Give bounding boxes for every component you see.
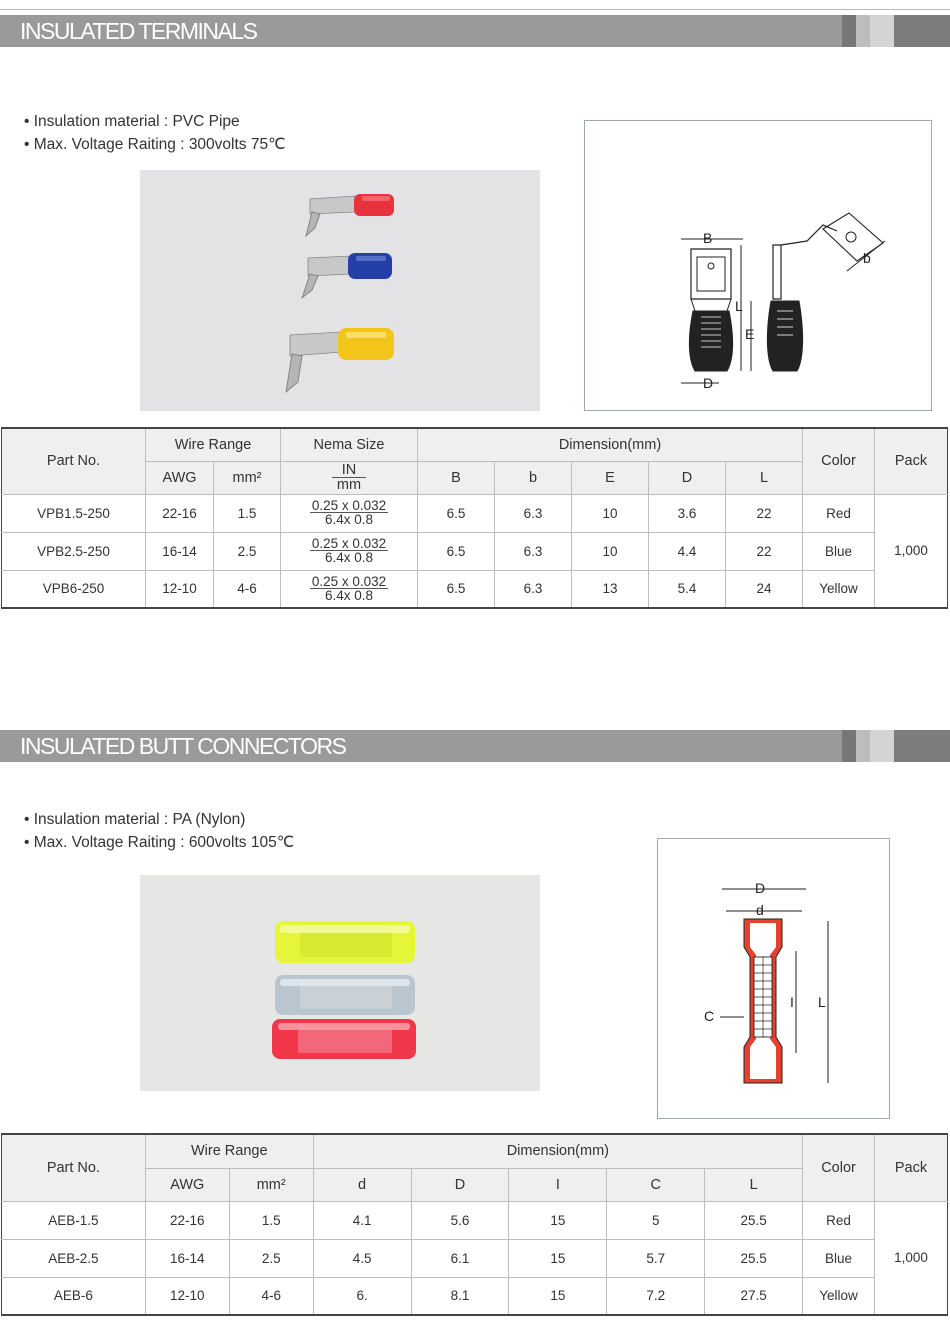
section-header-terminals — [0, 15, 950, 47]
col-awg: AWG — [146, 461, 214, 494]
col-pack: Pack — [875, 428, 948, 494]
red-terminal-image — [306, 194, 394, 236]
dim-label-B: B — [703, 230, 713, 246]
butt-connectors-spec-table — [1, 1133, 948, 1316]
table-cell: VPB1.5-250 — [2, 494, 146, 532]
table-cell: 13 — [572, 570, 649, 608]
table-cell: 22 — [726, 494, 803, 532]
col-dim-D: D — [649, 461, 726, 494]
dim-label-E: E — [745, 326, 755, 342]
butt-connector-drawing — [657, 838, 890, 1119]
table-cell: AEB-1.5 — [2, 1201, 146, 1239]
col-dim-d: d — [313, 1168, 411, 1201]
table-cell: 4.4 — [649, 532, 726, 570]
col-nema-size: Nema Size — [281, 428, 418, 461]
table-cell: $\frac{0.25 x 0.032}{6.4x 0.8}$ — [281, 570, 418, 608]
table-cell: 16-14 — [145, 1239, 229, 1277]
table-cell: 16-14 — [146, 532, 214, 570]
table-cell: 22 — [726, 532, 803, 570]
col-dim-D: D — [411, 1168, 509, 1201]
terminal-drawing — [584, 120, 932, 411]
table-cell: AEB-6 — [2, 1277, 146, 1315]
table-cell: 12-10 — [145, 1277, 229, 1315]
col-wire-range: Wire Range — [145, 1134, 313, 1168]
col-dimension: Dimension(mm) — [418, 428, 803, 461]
table-cell: 25.5 — [705, 1239, 803, 1277]
table-cell: 25.5 — [705, 1201, 803, 1239]
insulation-material: • Insulation material : PA (Nylon) — [24, 811, 246, 828]
table-cell: 5.7 — [607, 1239, 705, 1277]
table-cell: Blue — [803, 1239, 875, 1277]
col-dim-C: C — [607, 1168, 705, 1201]
table-cell: 12-10 — [146, 570, 214, 608]
col-nema-units: $\frac{IN}{mm}$ — [281, 461, 418, 494]
section-title: INSULATED TERMINALS — [20, 18, 257, 44]
table-cell: 22-16 — [146, 494, 214, 532]
pack-value: 1,000 — [875, 494, 948, 608]
table-cell: 6. — [313, 1277, 411, 1315]
table-cell: 15 — [509, 1239, 607, 1277]
blue-terminal-image — [302, 253, 392, 298]
terminals-spec-table — [1, 427, 948, 609]
col-mm2: mm² — [214, 461, 281, 494]
table-cell: Red — [803, 494, 875, 532]
table-row — [2, 1239, 948, 1277]
spec-bullets — [24, 110, 286, 156]
col-wire-range: Wire Range — [146, 428, 281, 461]
table-cell: 5 — [607, 1201, 705, 1239]
table-cell: 24 — [726, 570, 803, 608]
table-cell: VPB2.5-250 — [2, 532, 146, 570]
table-row — [2, 1277, 948, 1315]
table-cell: 27.5 — [705, 1277, 803, 1315]
max-voltage: • Max. Voltage Raiting : 300volts 75℃ — [24, 136, 286, 153]
dim-label-L: L — [735, 298, 743, 314]
spec-bullets — [24, 808, 294, 854]
table-cell: 4.1 — [313, 1201, 411, 1239]
table-row — [2, 1201, 948, 1239]
table-cell: $\frac{0.25 x 0.032}{6.4x 0.8}$ — [281, 494, 418, 532]
table-cell: $\frac{0.25 x 0.032}{6.4x 0.8}$ — [281, 532, 418, 570]
table-cell: 10 — [572, 532, 649, 570]
table-cell: 15 — [509, 1277, 607, 1315]
pack-value: 1,000 — [874, 1201, 947, 1315]
table-cell: 2.5 — [229, 1239, 313, 1277]
max-voltage: • Max. Voltage Raiting : 600volts 105℃ — [24, 834, 295, 851]
dim-label-L: L — [818, 994, 826, 1010]
section-title: INSULATED BUTT CONNECTORS — [20, 733, 346, 759]
table-cell: 4-6 — [214, 570, 281, 608]
table-row — [2, 570, 948, 608]
dim-label-I: I — [790, 994, 794, 1010]
dim-label-d: d — [756, 902, 764, 918]
table-cell: VPB6-250 — [2, 570, 146, 608]
table-cell: 6.1 — [411, 1239, 509, 1277]
dim-label-C: C — [704, 1008, 715, 1024]
blue-connector-image — [275, 975, 415, 1015]
table-cell: 5.6 — [411, 1201, 509, 1239]
table-cell: 10 — [572, 494, 649, 532]
col-color: Color — [803, 1134, 875, 1201]
section-header-butt-connectors — [0, 730, 950, 762]
table-cell: 1.5 — [214, 494, 281, 532]
table-cell: Yellow — [803, 570, 875, 608]
table-cell: 1.5 — [229, 1201, 313, 1239]
col-dim-L: L — [726, 461, 803, 494]
table-cell: 2.5 — [214, 532, 281, 570]
top-rule — [0, 9, 950, 10]
table-cell: 7.2 — [607, 1277, 705, 1315]
col-awg: AWG — [145, 1168, 229, 1201]
col-dim-I: I — [509, 1168, 607, 1201]
col-dim-B: B — [418, 461, 495, 494]
table-cell: 6.3 — [495, 494, 572, 532]
table-cell: Blue — [803, 532, 875, 570]
table-cell: 15 — [509, 1201, 607, 1239]
table-cell: 5.4 — [649, 570, 726, 608]
col-mm2: mm² — [229, 1168, 313, 1201]
table-row — [2, 494, 948, 532]
table-row — [2, 532, 948, 570]
table-cell: 4-6 — [229, 1277, 313, 1315]
table-cell: 22-16 — [145, 1201, 229, 1239]
table-cell: 8.1 — [411, 1277, 509, 1315]
table-cell: 3.6 — [649, 494, 726, 532]
terminals-photo — [140, 170, 540, 411]
col-color: Color — [803, 428, 875, 494]
col-dim-E: E — [572, 461, 649, 494]
table-cell: 6.5 — [418, 570, 495, 608]
yellow-terminal-image — [286, 328, 394, 392]
yellow-connector-image — [275, 921, 415, 963]
table-cell: Red — [803, 1201, 875, 1239]
col-dim-L: L — [705, 1168, 803, 1201]
dim-label-D: D — [755, 880, 766, 896]
table-cell: 6.5 — [418, 532, 495, 570]
red-connector-image — [272, 1019, 416, 1059]
insulation-material: • Insulation material : PVC Pipe — [24, 113, 240, 130]
table-cell: Yellow — [803, 1277, 875, 1315]
col-part-no: Part No. — [2, 1134, 146, 1201]
table-cell: 6.5 — [418, 494, 495, 532]
col-pack: Pack — [874, 1134, 947, 1201]
dim-label-b: b — [863, 250, 871, 266]
col-dimension: Dimension(mm) — [313, 1134, 802, 1168]
table-cell: 4.5 — [313, 1239, 411, 1277]
table-cell: AEB-2.5 — [2, 1239, 146, 1277]
dim-label-D: D — [703, 375, 714, 391]
table-cell: 6.3 — [495, 570, 572, 608]
butt-connectors-photo — [140, 875, 540, 1091]
col-dim-b: b — [495, 461, 572, 494]
col-part-no: Part No. — [2, 428, 146, 494]
table-cell: 6.3 — [495, 532, 572, 570]
